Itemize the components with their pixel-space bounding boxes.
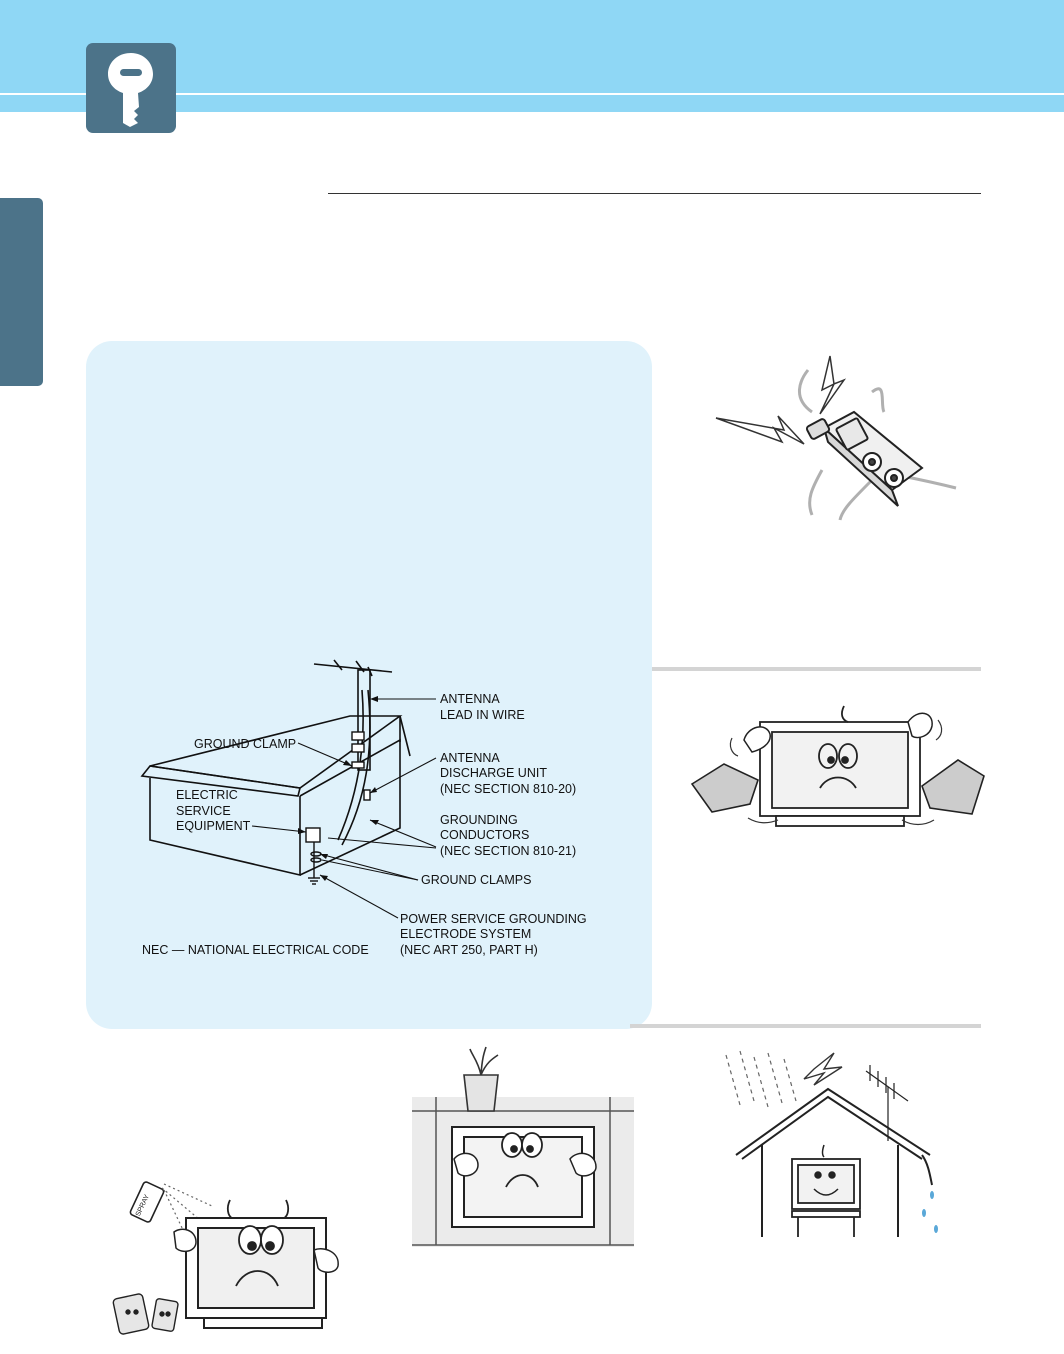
- tv-window-plant-illustration: [412, 1045, 634, 1250]
- tv-house-rain-illustration: [718, 1045, 946, 1245]
- side-section-tab: [0, 198, 43, 386]
- label-grounding-conductors: GROUNDING CONDUCTORS (NEC SECTION 810-21): [440, 813, 577, 858]
- chemical-cans: [113, 1293, 179, 1334]
- roof-antenna: [866, 1065, 908, 1141]
- ground-rod: [308, 842, 321, 884]
- section-divider: [652, 667, 981, 671]
- key-icon: [86, 43, 176, 133]
- electric-service-box: [306, 828, 320, 842]
- lightning-bolt-icon: [804, 1053, 842, 1085]
- label-nec-legend: NEC — NATIONAL ELECTRICAL CODE: [142, 943, 369, 957]
- discharge-unit: [364, 790, 370, 800]
- label-power-service: POWER SERVICE GROUNDING ELECTRODE SYSTEM (NEC ART 250, PART H): [400, 912, 587, 957]
- leader-arrowheads: [298, 696, 379, 881]
- lightning-bolt-icon: [820, 356, 844, 414]
- spray-chemicals-illustration: [100, 1170, 370, 1350]
- water-drops: [922, 1191, 938, 1233]
- potted-plant: [464, 1047, 498, 1111]
- section-divider: [630, 1024, 981, 1028]
- label-antenna-lead: ANTENNA LEAD IN WIRE: [440, 692, 525, 722]
- antenna-grounding-diagram: [130, 650, 600, 970]
- spray-can-label: SPRAY: [134, 1193, 152, 1218]
- label-discharge-unit: ANTENNA DISCHARGE UNIT (NEC SECTION 810-20): [440, 751, 577, 796]
- power-strip: [806, 412, 922, 506]
- label-electric-service: ELECTRIC SERVICE EQUIPMENT: [176, 788, 251, 833]
- tv-set: [792, 1159, 860, 1237]
- tv-carried-illustration: [688, 700, 988, 842]
- power-strip-lightning-illustration: [712, 350, 962, 525]
- tv-set: [760, 722, 920, 826]
- spray-can: [129, 1181, 164, 1223]
- rain-streaks: [726, 1051, 796, 1107]
- title-rule: [328, 193, 981, 194]
- ground-clamp: [352, 732, 364, 768]
- leader-lines: [252, 699, 436, 918]
- label-ground-clamps: GROUND CLAMPS: [421, 873, 532, 887]
- lightning-bolt-icon: [716, 416, 804, 444]
- label-ground-clamp: GROUND CLAMP: [194, 737, 297, 751]
